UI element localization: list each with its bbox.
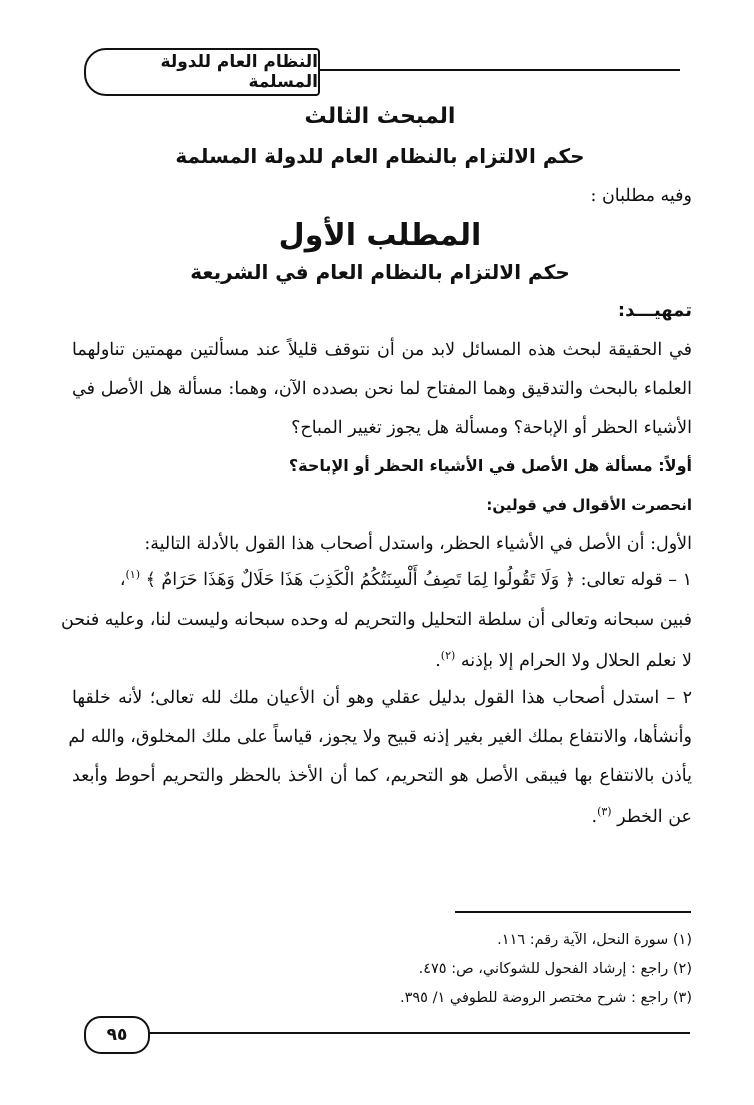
- paragraph-line: وأنشأها، والانتفاع بملك الغير بغير إذنه قبيح ولا يجوز، قياساً على ملك المخلوق، والله لم: [68, 727, 692, 747]
- running-title: النظام العام للدولة المسلمة: [84, 48, 320, 96]
- paragraph-line: ١ – قوله تعالى: ﴿ وَلَا تَقُولُوا لِمَا تَصِفُ أَلْسِنَتُكُمُ الْكَذِبَ هَذَا حَلَالٌ وَهَذَا حَرَامٌ ﴾ $^{(١)}$،: [119, 568, 692, 590]
- footnote-marker: (٢): [440, 649, 456, 662]
- paragraph-line: الأشياء الحظر أو الإباحة؟ ومسألة هل يجوز تغيير المباح؟: [291, 418, 692, 438]
- paragraph-line: ٢ – استدل أصحاب هذا القول بدليل عقلي وهو أن الأعيان ملك لله تعالى؛ لأنه خلقها: [72, 688, 692, 708]
- evidence-text: لا نعلم الحلال ولا الحرام إلا بإذنه: [460, 650, 692, 671]
- paragraph-line: يأذن بالانتفاع بها فيبقى الأصل هو التحريم، كما أن الأخذ بالحظر والتحريم أحوط وأبعد: [72, 766, 692, 786]
- subheading: انحصرت الأقوال في قولين:: [486, 496, 692, 514]
- footer-rule: [130, 1032, 690, 1034]
- paragraph-line: الأول: أن الأصل في الأشياء الحظر، واستدل أصحاب هذا القول بالأدلة التالية:: [144, 534, 692, 554]
- footnote: (١) سورة النحل، الآية رقم: ١١٦.: [497, 932, 692, 948]
- paragraph-line: فبين سبحانه وتعالى أن سلطة التحليل والتحريم له وحده سبحانه وليست لنا، وعليه فنحن: [60, 610, 692, 630]
- footnote-marker: (٣): [597, 805, 612, 818]
- preface-label: تمهيـــد:: [617, 300, 692, 321]
- paragraph-line: في الحقيقة لبحث هذه المسائل لابد من أن نتوقف قليلاً عند مسألتين مهمتين تناولهما: [72, 340, 692, 360]
- subsection-heading: المطلب الأول: [278, 218, 482, 253]
- paragraph-line: لا نعلم الحلال ولا الحرام إلا بإذنه $^{(٢)}$.: [435, 649, 692, 671]
- intro-line: وفيه مطلبان :: [590, 186, 692, 206]
- evidence-text: عن الخطر: [617, 806, 692, 827]
- footnote-marker: (١): [125, 568, 141, 581]
- evidence-text: ١ – قوله تعالى: ﴿ وَلَا تَقُولُوا لِمَا تَصِفُ أَلْسِنَتُكُمُ الْكَذِبَ هَذَا حَلَالٌ وَهَذَا حَرَامٌ ﴾: [145, 569, 692, 590]
- section-heading: المبحث الثالث: [304, 104, 456, 129]
- page-number: ٩٥: [84, 1016, 150, 1054]
- paragraph-line: عن الخطر $^{(٣)}$.: [591, 805, 692, 827]
- paragraph-line: العلماء بالبحث والتدقيق وهما المفتاح لما نحن بصدده الآن، وهما: مسألة هل الأصل في: [72, 379, 692, 399]
- footnote: (٣) راجع : شرح مختصر الروضة للطوفي ١/ ٣٩٥.: [399, 990, 692, 1006]
- subsection-title: حكم الالتزام بالنظام العام في الشريعة: [190, 260, 570, 284]
- footnote-rule: [455, 911, 691, 913]
- footnote: (٢) راجع : إرشاد الفحول للشوكاني، ص: ٤٧٥.: [418, 961, 692, 977]
- section-title: حكم الالتزام بالنظام العام للدولة المسلمة: [175, 144, 585, 168]
- subheading: أولاً: مسألة هل الأصل في الأشياء الحظر أو الإباحة؟: [288, 456, 692, 475]
- header-rule: [300, 69, 680, 71]
